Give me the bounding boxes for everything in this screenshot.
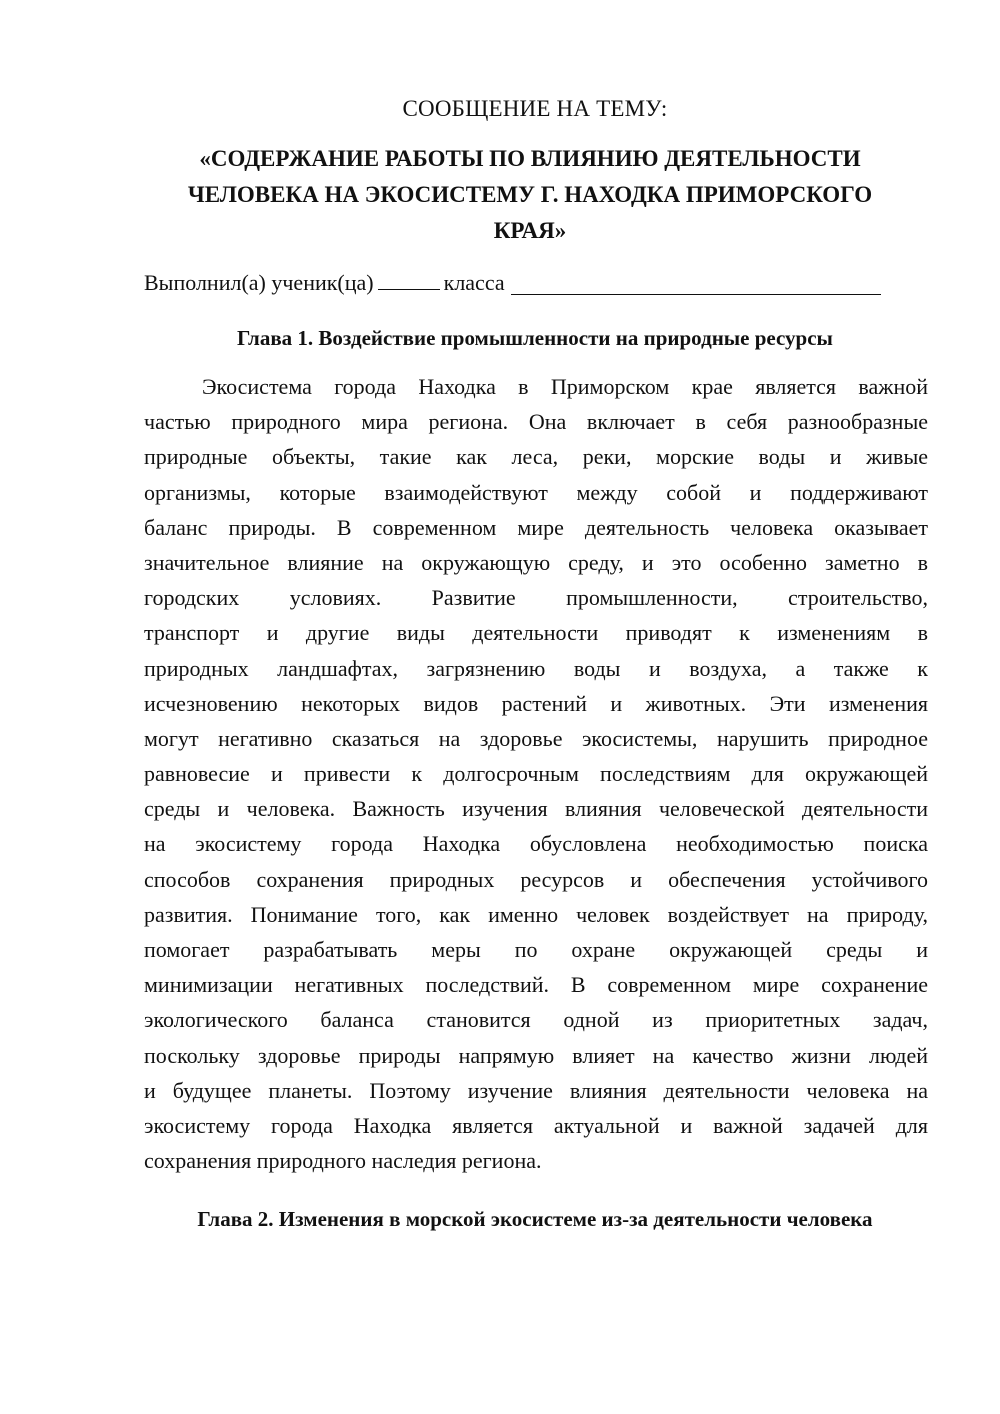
title-line: «СОДЕРЖАНИЕ РАБОТЫ ПО ВЛИЯНИЮ ДЕЯТЕЛЬНОСТИ [199, 146, 861, 171]
title-line: ЧЕЛОВЕКА НА ЭКОСИСТЕМУ Г. НАХОДКА ПРИМОРСКОГО [187, 182, 873, 207]
chapter-2-title: Глава 2. Изменения в морской экосистеме из-за деятельности человека [197, 1207, 873, 1231]
paragraph-line: транспорт и другие виды деятельности приводят к изменениям в [144, 620, 928, 646]
paragraph-line: баланс природы. В современном мире деятельность человека оказывает [144, 514, 928, 540]
paragraph-line: экосистему города Находка является актуальной и важной задачей для [144, 1112, 928, 1138]
paragraph-line: на экосистему города Находка обусловлена необходимостью поиска [144, 831, 928, 857]
paragraph-line: могут негативно сказаться на здоровье экосистемы, нарушить природное [144, 725, 928, 751]
class-number-blank [378, 267, 440, 290]
author-prefix: Выполнил(а) ученик(ца) [144, 270, 374, 295]
paragraph-line: значительное влияние на окружающую среду, и это особенно заметно в [144, 549, 928, 575]
paragraph-line: экологического баланса становится одной из приоритетных задач, [144, 1007, 928, 1033]
paragraph-line: сохранения природного наследия региона. [144, 1148, 542, 1174]
class-label: класса [443, 270, 505, 295]
paragraph-line: развития. Понимание того, как именно человек воздействует на природу, [144, 901, 928, 927]
paragraph-line: городских условиях. Развитие промышленности, строительство, [144, 585, 928, 611]
paragraph-line: природные объекты, такие как леса, реки, морские воды и живые [144, 444, 928, 470]
title-line: КРАЯ» [493, 218, 567, 243]
paragraph-line: минимизации негативных последствий. В современном мире сохранение [144, 972, 928, 998]
paragraph-line: Экосистема города Находка в Приморском крае является важной [202, 374, 928, 399]
paragraph-line: среды и человека. Важность изучения влияния человеческой деятельности [144, 796, 928, 822]
paragraph-line: организмы, которые взаимодействуют между собой и поддерживают [144, 479, 928, 505]
document-heading: СООБЩЕНИЕ НА ТЕМУ: [402, 96, 668, 121]
student-name-blank [511, 272, 881, 295]
paragraph-line: помогает разрабатывать меры по охране окружающей среды и [144, 937, 928, 962]
paragraph-line: частью природного мира региона. Она включает в себя разнообразные [144, 409, 928, 435]
paragraph-line: и будущее планеты. Поэтому изучение влияния деятельности человека на [144, 1077, 928, 1103]
paragraph-line: равновесие и привести к долгосрочным последствиям для окружающей [144, 761, 928, 787]
paragraph-line: исчезновению некоторых видов растений и животных. Эти изменения [144, 690, 928, 716]
chapter-1-paragraph [144, 369, 928, 1178]
paragraph-line: природных ландшафтах, загрязнению воды и воздуха, а также к [144, 655, 928, 681]
paragraph-line: поскольку здоровье природы напрямую влияет на качество жизни людей [144, 1042, 928, 1068]
document-title [150, 141, 910, 249]
author-line [144, 267, 934, 298]
chapter-1-title: Глава 1. Воздействие промышленности на природные ресурсы [237, 326, 833, 350]
paragraph-line: способов сохранения природных ресурсов и обеспечения устойчивого [144, 866, 928, 892]
